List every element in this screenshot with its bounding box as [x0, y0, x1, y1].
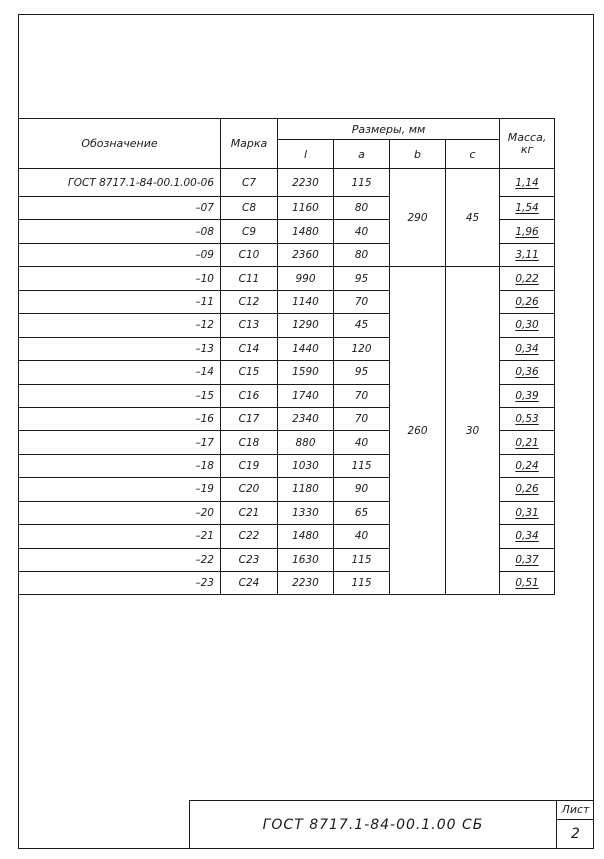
cell-marka: С8 — [221, 197, 278, 220]
header-b: b — [390, 140, 446, 169]
massa-value: 0,51 — [515, 577, 539, 590]
cell-oboznachenie: –18 — [19, 454, 221, 477]
cell-a: 45 — [334, 314, 390, 337]
cell-l: 1480 — [278, 525, 334, 548]
header-l: l — [278, 140, 334, 169]
cell-massa — [500, 361, 555, 384]
cell-a: 70 — [334, 407, 390, 430]
cell-oboznachenie: –22 — [19, 548, 221, 571]
cell-massa — [500, 572, 555, 595]
cell-a: 40 — [334, 220, 390, 243]
cell-oboznachenie: –14 — [19, 361, 221, 384]
cell-massa — [500, 431, 555, 454]
massa-value: 1,54 — [515, 202, 539, 215]
cell-marka: С20 — [221, 478, 278, 501]
cell-oboznachenie: –21 — [19, 525, 221, 548]
cell-l: 2230 — [278, 169, 334, 197]
header-c: c — [446, 140, 500, 169]
cell-a: 40 — [334, 525, 390, 548]
massa-value: 1,14 — [515, 176, 539, 189]
cell-l: 2360 — [278, 243, 334, 266]
cell-l: 1630 — [278, 548, 334, 571]
cell-oboznachenie: –11 — [19, 290, 221, 313]
spec-body — [19, 169, 555, 595]
header-razmery: Размеры, мм — [278, 119, 500, 140]
cell-massa — [500, 525, 555, 548]
cell-oboznachenie: –10 — [19, 267, 221, 290]
cell-marka: С21 — [221, 501, 278, 524]
table-row — [19, 169, 555, 197]
header-a: a — [334, 140, 390, 169]
massa-value: 0,39 — [515, 389, 539, 402]
header-marka: Марка — [221, 119, 278, 169]
cell-marka: С19 — [221, 454, 278, 477]
cell-l: 1030 — [278, 454, 334, 477]
massa-value: 0,30 — [515, 319, 539, 332]
cell-a: 95 — [334, 267, 390, 290]
massa-value: 0,21 — [515, 436, 539, 449]
cell-l: 2230 — [278, 572, 334, 595]
cell-a: 115 — [334, 169, 390, 197]
spec-table — [18, 118, 555, 595]
cell-marka: С11 — [221, 267, 278, 290]
cell-l: 990 — [278, 267, 334, 290]
massa-value: 0,31 — [515, 506, 539, 519]
cell-marka: С14 — [221, 337, 278, 360]
document-code: ГОСТ 8717.1-84-00.1.00 СБ — [262, 816, 484, 833]
cell-marka: С15 — [221, 361, 278, 384]
cell-massa — [500, 548, 555, 571]
cell-b: 290 — [390, 169, 446, 267]
cell-a: 80 — [334, 243, 390, 266]
cell-oboznachenie: –23 — [19, 572, 221, 595]
cell-marka: С23 — [221, 548, 278, 571]
cell-massa — [500, 384, 555, 407]
cell-oboznachenie: –15 — [19, 384, 221, 407]
cell-massa — [500, 267, 555, 290]
cell-l: 1140 — [278, 290, 334, 313]
cell-a: 70 — [334, 290, 390, 313]
cell-a: 90 — [334, 478, 390, 501]
cell-l: 1590 — [278, 361, 334, 384]
cell-massa — [500, 169, 555, 197]
cell-oboznachenie: –19 — [19, 478, 221, 501]
sheet-box — [556, 800, 594, 849]
cell-l: 1290 — [278, 314, 334, 337]
cell-oboznachenie: –08 — [19, 220, 221, 243]
cell-oboznachenie: –07 — [19, 197, 221, 220]
cell-b: 260 — [390, 267, 446, 595]
cell-marka: С7 — [221, 169, 278, 197]
cell-oboznachenie: –09 — [19, 243, 221, 266]
cell-marka: С13 — [221, 314, 278, 337]
header-massa: Масса, кг — [500, 119, 555, 169]
massa-value: 0,34 — [515, 530, 539, 543]
cell-massa — [500, 501, 555, 524]
cell-massa — [500, 220, 555, 243]
cell-c: 45 — [446, 169, 500, 267]
cell-marka: С9 — [221, 220, 278, 243]
massa-value: 0,26 — [515, 483, 539, 496]
cell-oboznachenie: –13 — [19, 337, 221, 360]
cell-marka: С17 — [221, 407, 278, 430]
cell-massa — [500, 197, 555, 220]
massa-value: 1,96 — [515, 225, 539, 238]
cell-a: 70 — [334, 384, 390, 407]
cell-a: 40 — [334, 431, 390, 454]
cell-marka: С12 — [221, 290, 278, 313]
cell-a: 80 — [334, 197, 390, 220]
cell-l: 1480 — [278, 220, 334, 243]
cell-l: 1180 — [278, 478, 334, 501]
cell-l: 1160 — [278, 197, 334, 220]
cell-c: 30 — [446, 267, 500, 595]
massa-value: 3,11 — [515, 249, 539, 262]
massa-value: 0,37 — [515, 553, 539, 566]
cell-a: 95 — [334, 361, 390, 384]
cell-oboznachenie: –20 — [19, 501, 221, 524]
table-row — [19, 267, 555, 290]
sheet-number: 2 — [571, 826, 580, 842]
cell-l: 880 — [278, 431, 334, 454]
cell-massa — [500, 337, 555, 360]
cell-massa — [500, 290, 555, 313]
massa-value: 0,24 — [515, 460, 539, 473]
cell-a: 115 — [334, 548, 390, 571]
cell-oboznachenie: –17 — [19, 431, 221, 454]
cell-marka: С18 — [221, 431, 278, 454]
cell-oboznachenie: ГОСТ 8717.1-84-00.1.00-06 — [19, 169, 221, 197]
massa-value: 0,26 — [515, 295, 539, 308]
cell-marka: С22 — [221, 525, 278, 548]
cell-l: 1440 — [278, 337, 334, 360]
massa-value: 0,36 — [515, 366, 539, 379]
cell-massa — [500, 454, 555, 477]
cell-marka: С24 — [221, 572, 278, 595]
cell-a: 65 — [334, 501, 390, 524]
cell-marka: С16 — [221, 384, 278, 407]
header-oboznachenie: Обозначение — [19, 119, 221, 169]
cell-massa — [500, 478, 555, 501]
cell-a: 120 — [334, 337, 390, 360]
cell-oboznachenie: –16 — [19, 407, 221, 430]
cell-a: 115 — [334, 572, 390, 595]
cell-l: 2340 — [278, 407, 334, 430]
cell-massa — [500, 407, 555, 430]
massa-value: 0,34 — [515, 342, 539, 355]
cell-a: 115 — [334, 454, 390, 477]
sheet-label: Лист — [557, 800, 594, 820]
cell-marka: С10 — [221, 243, 278, 266]
cell-l: 1740 — [278, 384, 334, 407]
cell-oboznachenie: –12 — [19, 314, 221, 337]
cell-massa — [500, 243, 555, 266]
cell-l: 1330 — [278, 501, 334, 524]
cell-massa — [500, 314, 555, 337]
massa-value: 0,22 — [515, 272, 539, 285]
massa-value: 0,53 — [515, 413, 539, 426]
